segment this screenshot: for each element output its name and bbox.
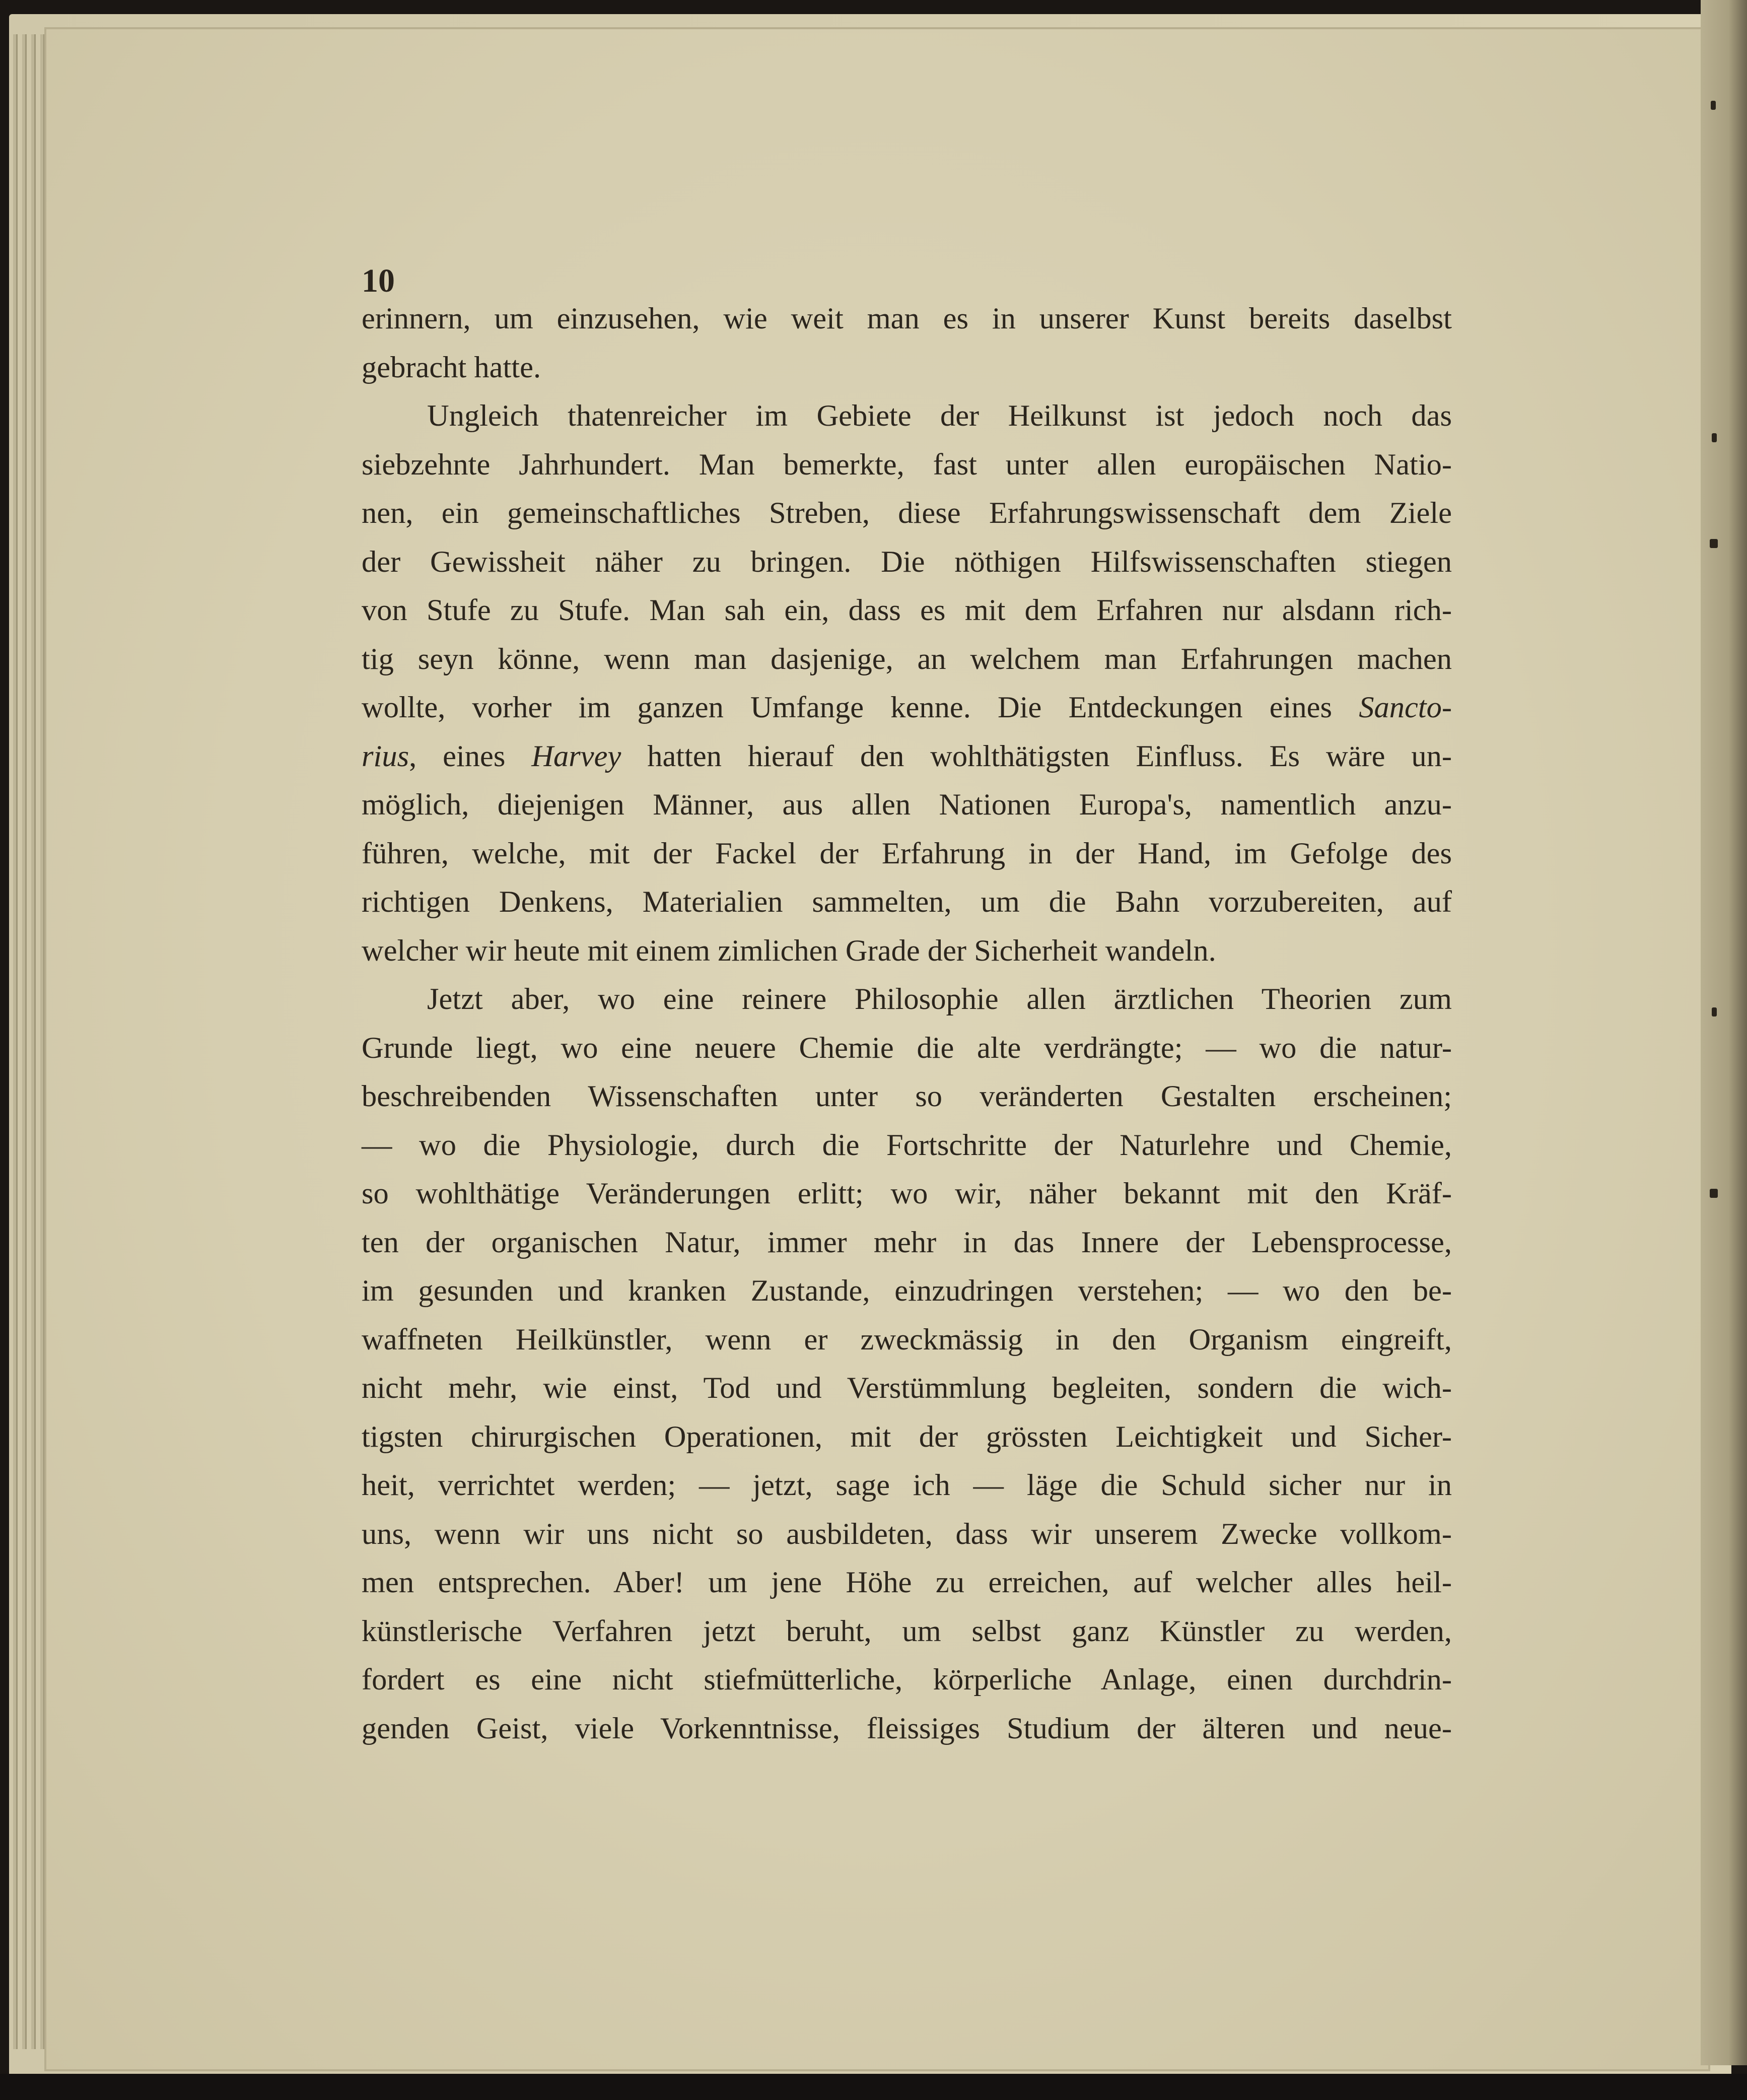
text-line [362,732,1452,781]
line-text: heit, verrichtet werden; — jetzt, sage ich — läge die Schuld sicher nur in [362,1468,1452,1502]
text-line [362,1267,1452,1316]
binding-mark [1712,433,1717,442]
line-text: nicht mehr, wie einst, Tod und Verstümmlung begleiten, sondern die wich- [362,1371,1452,1405]
text-line [362,1705,1452,1753]
page-edge [40,34,45,2049]
line-text: , eines [409,739,532,773]
scan-bottom-border [0,2074,1747,2100]
line-text: nen, ein gemeinschaftliches Streben, diese Erfahrungswissenschaft dem Ziele [362,496,1452,530]
text-line [362,1510,1452,1559]
text-line [362,538,1452,587]
line-text: waffneten Heilkünstler, wenn er zweckmässig in den Organism eingreift, [362,1322,1452,1357]
page-edge [31,34,36,2049]
italic-name: Sancto- [1359,691,1452,724]
binding-mark [1711,101,1716,110]
text-line [362,1607,1452,1656]
binding-mark [1710,1189,1718,1198]
line-text: gebracht hatte. [362,350,541,384]
line-text: im gesunden und kranken Zustande, einzudringen verstehen; — wo den be- [362,1274,1452,1308]
text-line [362,1024,1452,1073]
line-text: tigsten chirurgischen Operationen, mit der grössten Leichtigkeit und Sicher- [362,1419,1452,1454]
text-line [362,1121,1452,1170]
text-line [362,1218,1452,1267]
text-line [362,1364,1452,1413]
italic-name: Harvey [531,739,621,773]
text-line [362,1413,1452,1462]
text-line [362,441,1452,490]
line-text: uns, wenn wir uns nicht so ausbildeten, dass wir unserem Zwecke vollkom- [362,1517,1452,1551]
line-text: künstlerische Verfahren jetzt beruht, um selbst ganz Künstler zu werden, [362,1614,1452,1648]
page-edge [13,34,18,2049]
text-line [362,878,1452,927]
line-text: siebzehnte Jahrhundert. Man bemerkte, fast unter allen europäischen Natio- [362,447,1452,482]
binding-mark [1710,539,1718,548]
line-text: fordert es eine nicht stiefmütterliche, körperliche Anlage, einen durchdrin- [362,1663,1452,1697]
line-text: von Stufe zu Stufe. Man sah ein, dass es mit dem Erfahren nur alsdann rich- [362,593,1452,627]
binding-edge [1701,0,1747,2065]
body-text [362,295,1452,1753]
line-text: welcher wir heute mit einem zimlichen Grade der Sicherheit wandeln. [362,933,1216,968]
line-text: men entsprechen. Aber! um jene Höhe zu erreichen, auf welcher alles heil- [362,1566,1452,1599]
text-line [362,1656,1452,1705]
line-text: ten der organischen Natur, immer mehr in das Innere der Lebensprocesse, [362,1225,1452,1259]
text-line [362,975,1452,1024]
line-text: Jetzt aber, wo eine reinere Philosophie allen ärztlichen Theorien zum [427,982,1452,1016]
binding-mark [1712,1007,1717,1017]
page-number: 10 [362,262,395,299]
text-line [362,295,1452,344]
text-line [362,1316,1452,1365]
line-text: möglich, diejenigen Männer, aus allen Nationen Europa's, namentlich anzu- [362,788,1452,822]
text-line [362,586,1452,635]
line-text: hatten hierauf den wohlthätigsten Einfluss. Es wäre un- [621,739,1452,773]
line-text: der Gewissheit näher zu bringen. Die nöthigen Hilfswissenschaften stiegen [362,545,1452,579]
line-text: erinnern, um einzusehen, wie weit man es in unserer Kunst bereits daselbst [362,302,1452,335]
line-text: genden Geist, viele Vorkenntnisse, fleissiges Studium der älteren und neue- [362,1711,1452,1745]
text-line [362,489,1452,538]
line-text: richtigen Denkens, Materialien sammelten, um die Bahn vorzubereiten, auf [362,885,1452,919]
text-line [362,1072,1452,1121]
text-line [362,392,1452,441]
text-line [362,635,1452,684]
line-text: tig seyn könne, wenn man dasjenige, an welchem man Erfahrungen machen [362,642,1452,676]
text-line [362,1170,1452,1218]
text-line [362,781,1452,830]
text-line [362,1559,1452,1607]
text-line [362,344,1452,392]
text-line [362,684,1452,732]
line-text: wollte, vorher im ganzen Umfange kenne. Die Entdeckungen eines [362,691,1359,724]
line-text: Ungleich thatenreicher im Gebiete der Heilkunst ist jedoch noch das [427,399,1452,433]
text-line [362,1461,1452,1510]
line-text: — wo die Physiologie, durch die Fortschritte der Naturlehre und Chemie, [362,1128,1452,1162]
line-text: Grunde liegt, wo eine neuere Chemie die alte verdrängte; — wo die natur- [362,1031,1452,1065]
page-edge [22,34,27,2049]
line-text: so wohlthätige Veränderungen erlitt; wo wir, näher bekannt mit den Kräf- [362,1177,1452,1210]
line-text: führen, welche, mit der Fackel der Erfahrung in der Hand, im Gefolge des [362,836,1452,870]
italic-name: rius [362,739,409,773]
text-line [362,927,1452,976]
text-line [362,830,1452,878]
line-text: beschreibenden Wissenschaften unter so veränderten Gestalten erscheinen; [362,1079,1452,1113]
